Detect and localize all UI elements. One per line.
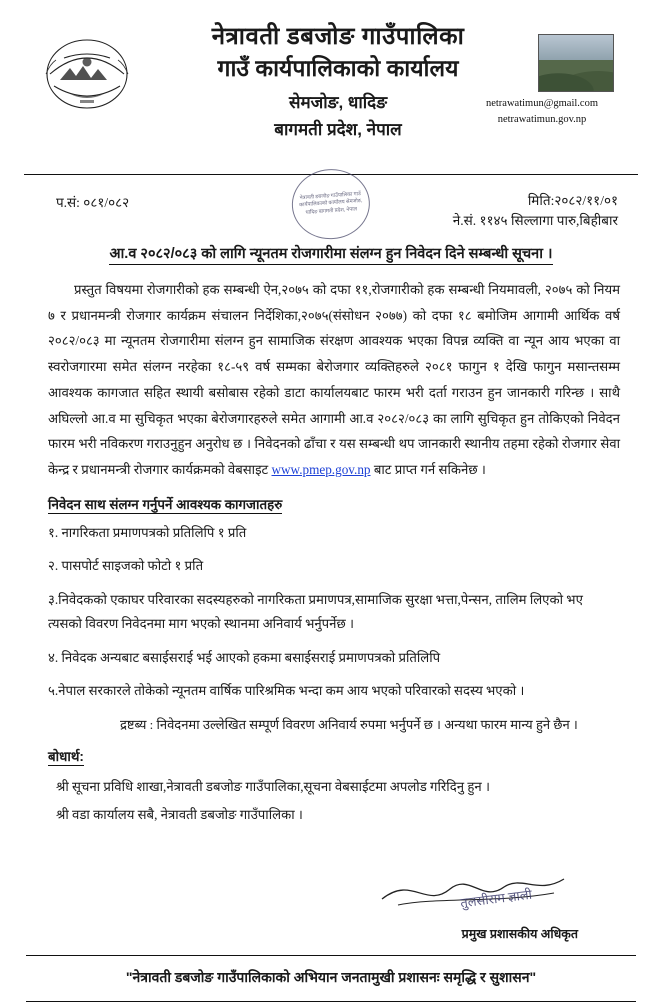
list-item: श्री सूचना प्रविधि शाखा,नेत्रावती डबजोङ गाउँपालिका,सूचना वेबसाईटमा अपलोड गरिदिनु हुन ।	[56, 779, 490, 795]
municipality-photo	[538, 34, 614, 92]
official-round-stamp-icon	[290, 166, 377, 246]
signatory-title: प्रमुख प्रशासकीय अधिकृत	[461, 926, 578, 941]
office-province: बागमती प्रदेश, नेपाल	[274, 119, 402, 139]
body-paragraph-1-tail: बाट प्राप्त गर्न सकिनेछ ।	[373, 462, 486, 478]
list-item: श्री वडा कार्यालय सबै, नेत्रावती डबजोङ गाउँपालिका ।	[56, 807, 303, 823]
signatory-name: तुलसीराम ज्ञाली	[459, 886, 533, 911]
cc-heading-text: बोधार्थ:	[48, 749, 84, 765]
nepal-government-emblem-icon	[40, 34, 134, 112]
list-item: ३.निवेदकको एकाघर परिवारका सदस्यहरुको नागरिकता प्रमाणपत्र,सामाजिक सुरक्षा भत्ता,पेन्सन, तालिम लिएको भए त्यसको विवरण निवेदनमा माग भएको स्थानमा अनिवार्य भर्नुपर्नेछ ।	[48, 591, 583, 632]
office-contact	[458, 96, 626, 128]
document-body	[48, 277, 620, 483]
list-item: २. पासपोर्ट साइजको फोटो १ प्रति	[48, 558, 204, 574]
office-website: netrawatimun.gov.np	[497, 113, 587, 125]
documents-required-heading-text: निवेदन साथ संलग्न गर्नुपर्ने आवश्यक कागजातहरु	[48, 496, 283, 512]
office-name: गाउँ कार्यपालिकाको कार्यालय	[217, 55, 459, 81]
document-note: द्रष्टब्य : निवेदनमा उल्लेखित सम्पूर्ण विवरण अनिवार्य रुपमा भर्नुपर्ने छ । अन्यथा फारम मान्य हुने छैन ।	[120, 717, 578, 733]
body-paragraph-1-text: प्रस्तुत विषयमा रोजगारीको हक सम्बन्धी ऐन,२०७५ को दफा ११,रोजगारीको हक सम्बन्धी नियमावली, २०७५ को नियम ७ र प्रधानमन्त्री रोजगार कार्यक्रम संचालन निर्देशिका,२०७५(संसोधन २०७७) को दफा १८ बमोजिम आगामी आर्थिक वर्ष २०८२/०८३ मा न्यूनतम रोजगारीमा संलग्न हुन सामाजिक संरक्षण आवश्यक भएका विपन्न व्यक्ति वा न्यून आय भएका वा स्वरोजगारमा समेत संलग्न नरहेका १८-५९ वर्ष सम्मका बेरोजगार व्यक्तिहरुले २०८१ फागुन १ देखि फागुन मसान्तसम्म आवश्यक कागजात सहित स्थायी बसोबास रहेको डाटा कार्यालयबाट फारम भरी दर्ता गराउन हुन जानकारी गरिन्छ । साथै अघिल्लो आ.व मा सुचिकृत भएका बेरोजगारहरुले समेत आगामी आ.व २०८२/०८३ का लागि सुचिकृत हुन तोकिएको निवेदन फारम भरी नविकरण गराउनुहुन अनुरोध छ । निवेदनको ढाँचा र यस सम्बन्धी थप जानकारी स्थानीय तहमा रहेको रोजगार सेवा केन्द्र र प्रधानमन्त्री रोजगार कार्यक्रमको वेबसाइट	[48, 282, 620, 478]
cc-heading	[48, 747, 620, 765]
reference-number: प.सं: ०८१/०८२	[56, 195, 130, 210]
municipality-name: नेत्रावती डबजोङ गाउँपालिका	[211, 23, 465, 50]
office-email: netrawatimun@gmail.com	[485, 98, 598, 109]
list-item: ५.नेपाल सरकारले तोकेको न्यूनतम वार्षिक पारिश्रमिक भन्दा कम आय भएको परिवारको सदस्य भएको ।	[48, 682, 525, 698]
document-header	[28, 18, 634, 168]
documents-required-list	[48, 521, 620, 704]
document-meta	[44, 185, 622, 231]
office-location: सेमजोङ, धादिङ	[288, 92, 388, 112]
cc-recipients	[56, 773, 620, 828]
documents-required-heading	[48, 495, 620, 513]
list-item: १. नागरिकता प्रमाणपत्रको प्रतिलिपि १ प्रति	[48, 524, 247, 540]
signature-block	[0, 863, 614, 949]
pmep-website-link[interactable]: www.pmep.gov.np	[271, 462, 371, 478]
stamp-text: नेत्रावती डबजोङ गाउँपालिका गाउँ कार्यपालिकाको कार्यालय सेमजोङ, धादिङ बागमती प्रदेश, नेपाल	[299, 191, 363, 216]
list-item: ४. निवेदक अन्यबाट बसाईसराई भई आएको हकमा बसाईसराई प्रमाणपत्रको प्रतिलिपि	[48, 649, 441, 665]
subject-text: आ.व २०८२/०८३ को लागि न्यूनतम रोजगारीमा संलग्न हुन निवेदन दिने सम्बन्धी सूचना ।	[109, 246, 552, 265]
body-paragraph-1	[48, 277, 620, 483]
document-date: मिति:२०८२/११/०१	[527, 193, 618, 208]
footer-slogan: "नेत्रावती डबजोङ गाउँपालिकाको अभियान जनतामुखी प्रशासनः समृद्धि र सुशासन"	[125, 968, 537, 985]
dispatch-number: ने.सं. ११४५ सिल्लागा पारु,बिहीबार	[452, 213, 618, 228]
footer-divider-top	[26, 955, 636, 956]
document-subject	[40, 243, 622, 263]
